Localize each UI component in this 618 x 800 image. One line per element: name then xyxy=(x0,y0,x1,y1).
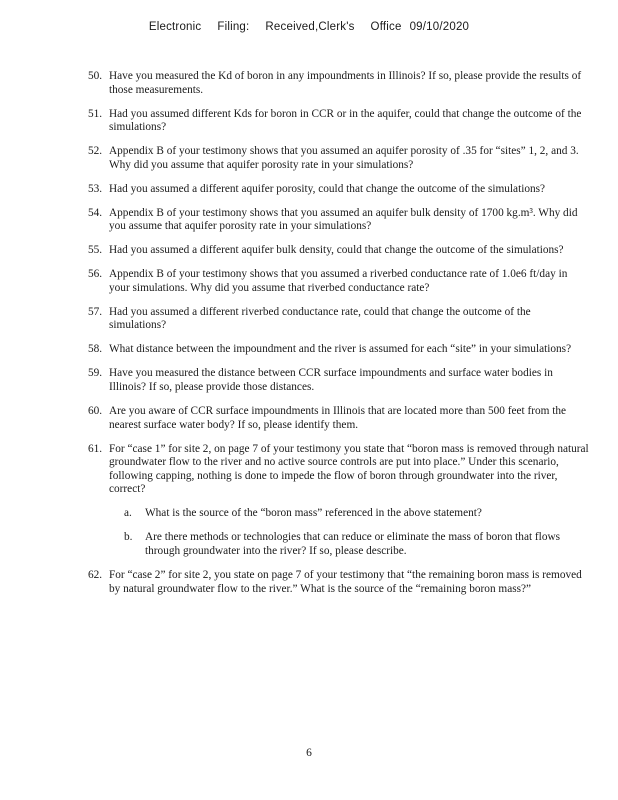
question-number: 50. xyxy=(88,70,103,82)
question-62 xyxy=(88,569,590,596)
subquestion-text: Are there methods or technologies that can reduce or eliminate the mass of boron that flows through groundwater into the river? If so, please describe. xyxy=(145,531,561,557)
question-54 xyxy=(88,207,590,234)
question-text: Had you assumed a different riverbed conductance rate, could that change the outcome of the simulations? xyxy=(109,305,531,332)
question-59 xyxy=(88,367,590,394)
question-text: Have you measured the distance between CCR surface impoundments and surface water bodies in Illinois? If so, please provide those distances. xyxy=(109,367,553,394)
question-text: What distance between the impoundment and the river is assumed for each “site” in your simulations? xyxy=(109,343,572,356)
page-number: 6 xyxy=(306,747,312,759)
header-office: Office xyxy=(370,21,402,33)
question-55 xyxy=(88,244,590,258)
question-number: 52. xyxy=(88,145,103,158)
question-number: 54. xyxy=(88,206,103,219)
header-electronic: Electronic xyxy=(148,21,202,33)
question-50 xyxy=(88,70,590,97)
filing-header xyxy=(0,21,618,33)
question-57 xyxy=(88,306,590,333)
question-number: 62. xyxy=(88,568,103,581)
subquestion-letter: a. xyxy=(124,507,132,520)
header-date: 09/10/2020 xyxy=(409,21,470,33)
subquestion-text: What is the source of the “boron mass” referenced in the above statement? xyxy=(145,507,482,520)
subquestion-a xyxy=(124,507,590,521)
subquestion-letter: b. xyxy=(124,531,133,544)
question-text: Appendix B of your testimony shows that you assumed an aquifer porosity of .35 for “sites” 1, 2, and 3. Why did you assume that aquifer porosity rate in your simulations? xyxy=(109,145,579,171)
subquestion-b xyxy=(124,531,590,558)
question-58 xyxy=(88,343,590,357)
question-number: 53. xyxy=(88,182,103,195)
question-number: 58. xyxy=(88,343,103,356)
question-51 xyxy=(88,108,590,135)
questions-list xyxy=(88,70,590,606)
question-text: For “case 2” for site 2, you state on page 7 of your testimony that “the remaining boron mass is removed by natural groundwater flow to the river.” What is the source of the “remaining boron mass?” xyxy=(109,568,582,595)
question-number: 59. xyxy=(88,367,103,380)
question-text: For “case 1” for site 2, on page 7 of your testimony you state that “boron mass is removed through natural groundwater flow to the river and no active source controls are put into place.” Under this scenario, following capping, nothing is done to impede the flow of boron through groundwater into the river, correct? xyxy=(109,442,589,496)
question-number: 57. xyxy=(88,305,103,318)
question-text: Have you measured the Kd of boron in any impoundments in Illinois? If so, please provide the results of those measurements. xyxy=(109,70,582,96)
question-number: 61. xyxy=(88,442,103,455)
question-text: Appendix B of your testimony shows that you assumed an aquifer bulk density of 1700 kg.m³. Why did you assume that aquifer porosity rate in your simulations? xyxy=(109,206,578,233)
question-text: Had you assumed different Kds for boron in CCR or in the aquifer, could that change the outcome of the simulations? xyxy=(109,107,582,134)
question-number: 56. xyxy=(88,268,103,281)
question-text: Had you assumed a different aquifer bulk density, could that change the outcome of the simulations? xyxy=(109,244,564,257)
question-53 xyxy=(88,183,590,197)
question-number: 60. xyxy=(88,405,103,417)
question-number: 55. xyxy=(88,244,103,257)
question-text: Are you aware of CCR surface impoundments in Illinois that are located more than 500 feet from the nearest surface water body? If so, please identify them. xyxy=(109,405,567,431)
question-52 xyxy=(88,145,590,172)
question-text: Had you assumed a different aquifer porosity, could that change the outcome of the simulations? xyxy=(109,182,546,195)
question-61 xyxy=(88,443,590,497)
question-60 xyxy=(88,405,590,432)
header-filing: Filing: xyxy=(217,21,250,33)
question-56 xyxy=(88,268,590,295)
header-received: Received,Clerk's xyxy=(265,21,355,33)
question-number: 51. xyxy=(88,107,103,120)
question-text: Appendix B of your testimony shows that you assumed a riverbed conductance rate of 1.0e6 ft/day in your simulations. Why did you assume that riverbed conductance rate? xyxy=(109,268,568,294)
